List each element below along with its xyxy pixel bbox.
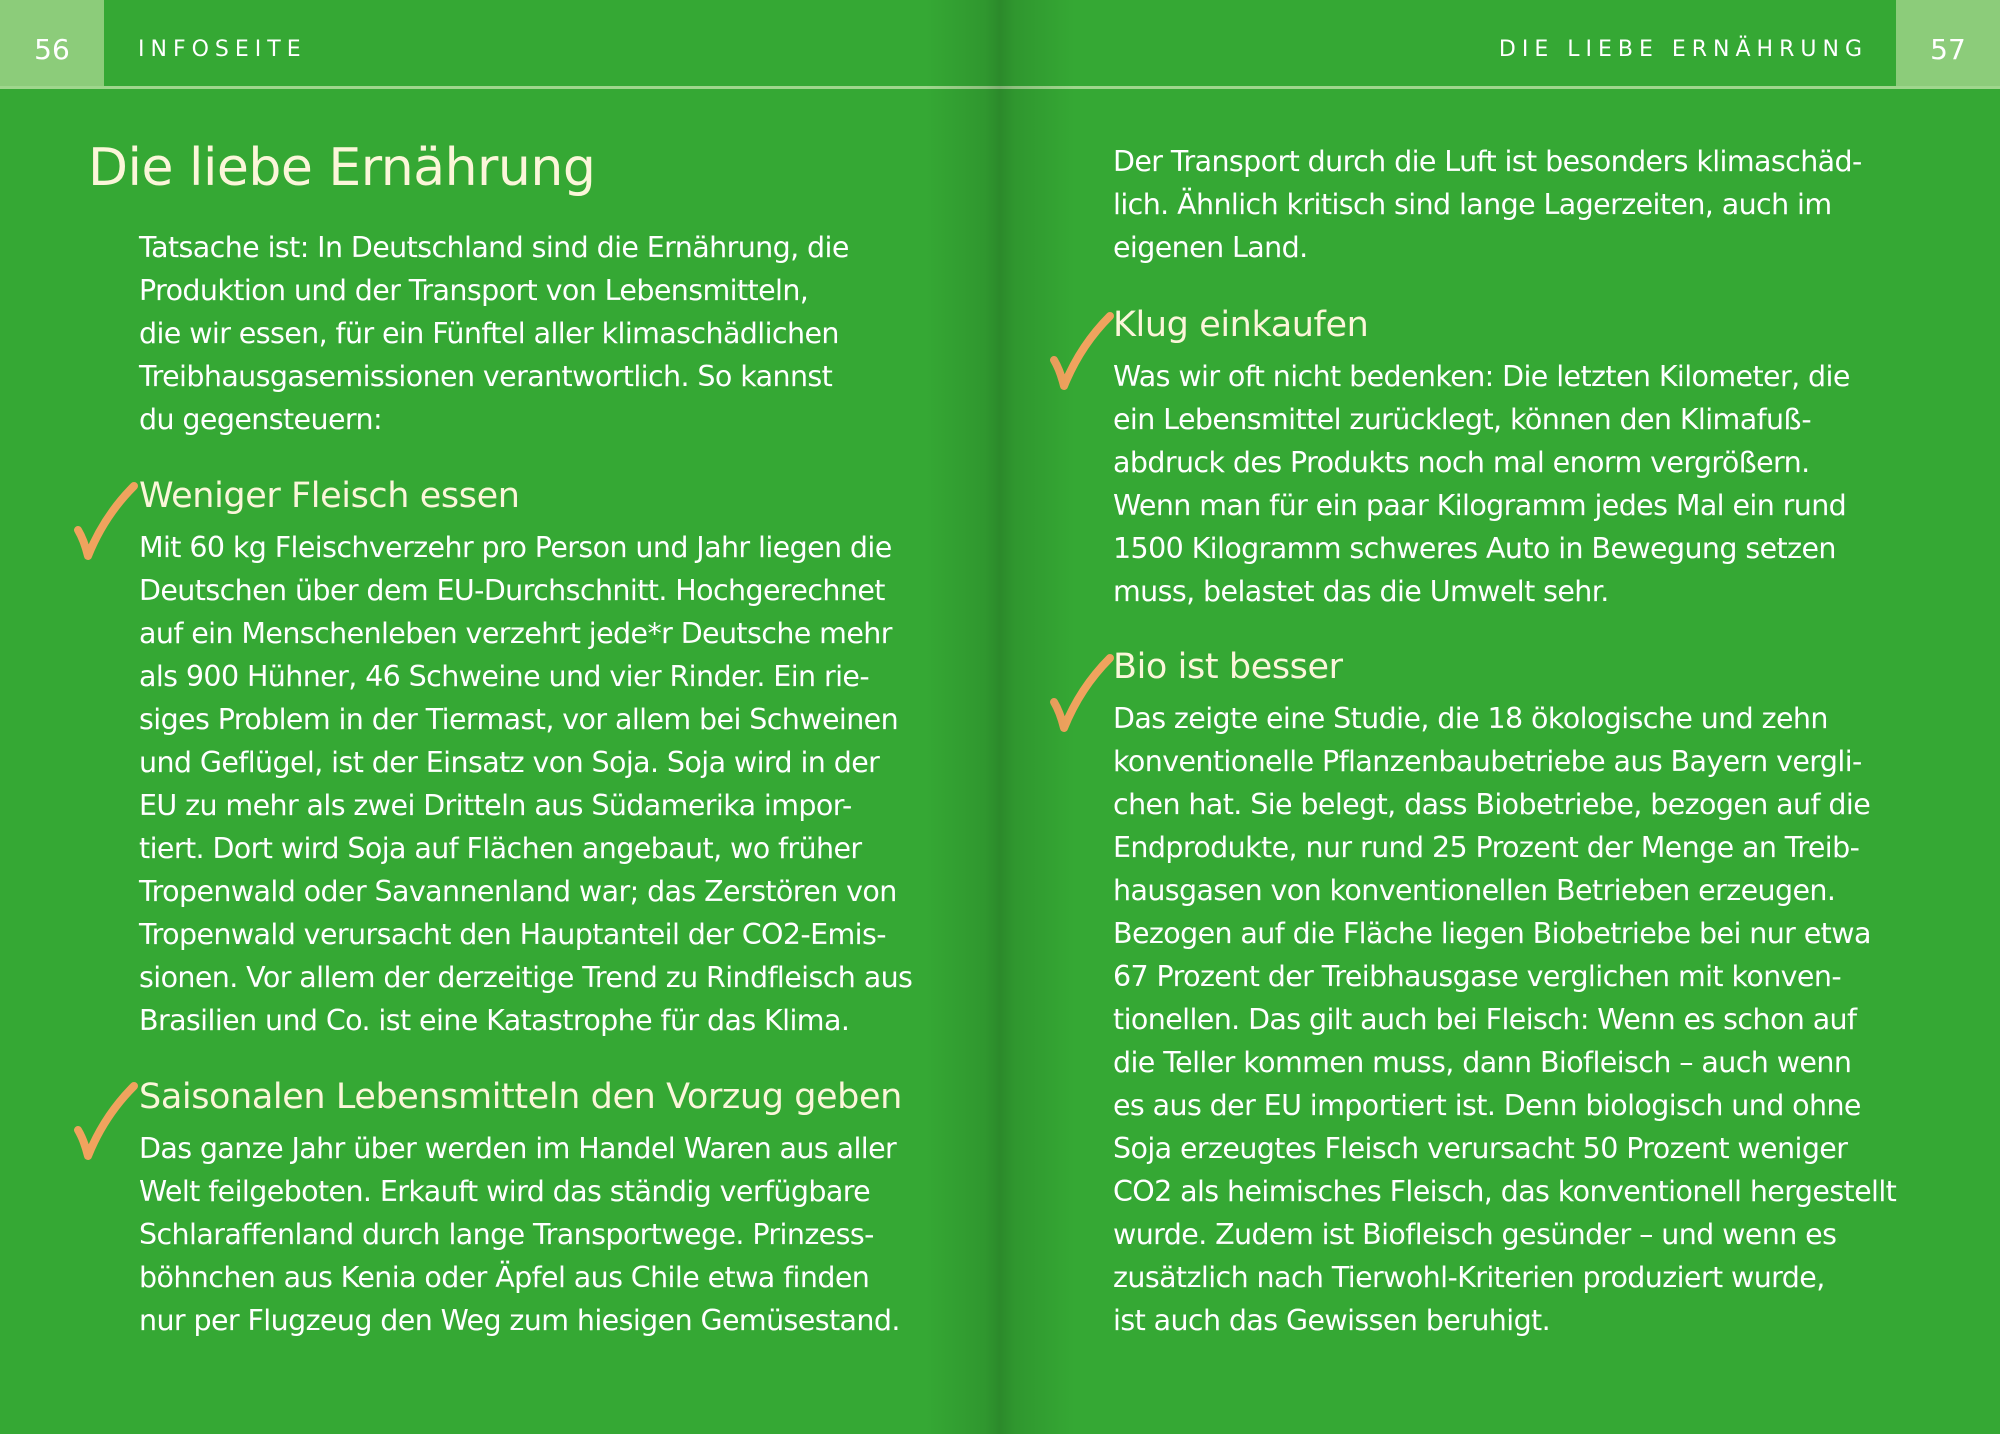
- section-heading-bio-ist-besser: Bio ist besser: [1113, 647, 1343, 687]
- intro-paragraph: Tatsache ist: In Deutschland sind die Ernährung, die Produktion und der Transport von Lebensmitteln, die wir essen, für ein Fünftel aller klimaschädlichen Treibhausgasemissionen verantwortlich. So kannst du gegensteuern:: [139, 231, 849, 436]
- section-body-saisonal: Das ganze Jahr über werden im Handel Waren aus aller Welt feilgeboten. Erkauft wird das ständig verfügbare Schlaraffenland durch lange Transportwege. Prinzess- böhnchen aus Kenia oder Äpfel aus Chile etwa finden nur per Flugzeug den Weg zum hiesigen Gemüsestand.: [139, 1132, 900, 1337]
- section-heading-saisonal: Saisonalen Lebensmitteln den Vorzug geben: [139, 1077, 902, 1117]
- check-icon: [70, 480, 140, 564]
- right-running-head: DIE LIEBE ERNÄHRUNG: [1498, 37, 1868, 62]
- page-title: Die liebe Ernährung: [88, 138, 596, 198]
- section-body-weniger-fleisch: Mit 60 kg Fleischverzehr pro Person und Jahr liegen die Deutschen über dem EU-Durchschnitt. Hochgerechnet auf ein Menschenleben verzehrt jede*r Deutsche mehr als 900 Hühner, 46 Schweine und vier Rinder. Ein rie- siges Problem in der Tiermast, vor allem bei Schweinen und Geflügel, ist der Einsatz von Soja. Soja wird in der EU zu mehr als zwei Dritteln aus Südamerika impor- tiert. Dort wird Soja auf Flächen angebaut, wo früher Tropenwald oder Savannenland war; das Zerstören von Tropenwald verursacht den Hauptanteil der CO2-Emis- sionen. Vor allem der derzeitige Trend zu Rindfleisch aus Brasilien und Co. ist eine Katastrophe für das Klima.: [139, 531, 913, 1037]
- section-body-bio-ist-besser: Das zeigte eine Studie, die 18 ökologische und zehn konventionelle Pflanzenbaubetriebe aus Bayern vergli- chen hat. Sie belegt, dass Biobetriebe, bezogen auf die Endprodukte, nur rund 25 Prozent der Menge an Treib- hausgasen von konventionellen Betrieben erzeugen. Bezogen auf die Fläche liegen Biobetriebe bei nur etwa 67 Prozent der Treibhausgase verglichen mit konven- tionellen. Das gilt auch bei Fleisch: Wenn es schon auf die Teller kommen muss, dann Biofleisch – auch wenn es aus der EU importiert ist. Denn biologisch und ohne Soja erzeugtes Fleisch verursacht 50 Prozent weniger CO2 als heimisches Fleisch, das konventionell hergestellt wurde. Zudem ist Biofleisch gesünder – und wenn es zusätzlich nach Tierwohl-Kriterien produziert wurde, ist auch das Gewissen beruhigt.: [1113, 702, 1897, 1337]
- section-heading-klug-einkaufen: Klug einkaufen: [1113, 305, 1369, 345]
- section-body-klug-einkaufen: Was wir oft nicht bedenken: Die letzten Kilometer, die ein Lebensmittel zurücklegt, können den Klimafuß- abdruck des Produkts noch mal enorm vergrößern. Wenn man für ein paar Kilogramm jedes Mal ein rund 1500 Kilogramm schweres Auto in Bewegung setzen muss, belastet das die Umwelt sehr.: [1113, 360, 1850, 608]
- continuation-paragraph: Der Transport durch die Luft ist besonders klimaschäd- lich. Ähnlich kritisch sind lange Lagerzeiten, auch im eigenen Land.: [1113, 145, 1862, 264]
- right-page: [1000, 0, 2000, 1434]
- check-icon: [1046, 652, 1116, 736]
- check-icon: [70, 1080, 140, 1164]
- section-heading-weniger-fleisch: Weniger Fleisch essen: [139, 476, 520, 516]
- left-running-head: INFOSEITE: [138, 37, 307, 62]
- check-icon: [1046, 310, 1116, 394]
- left-page-number: 56: [0, 0, 104, 86]
- right-page-number: 57: [1896, 0, 2000, 86]
